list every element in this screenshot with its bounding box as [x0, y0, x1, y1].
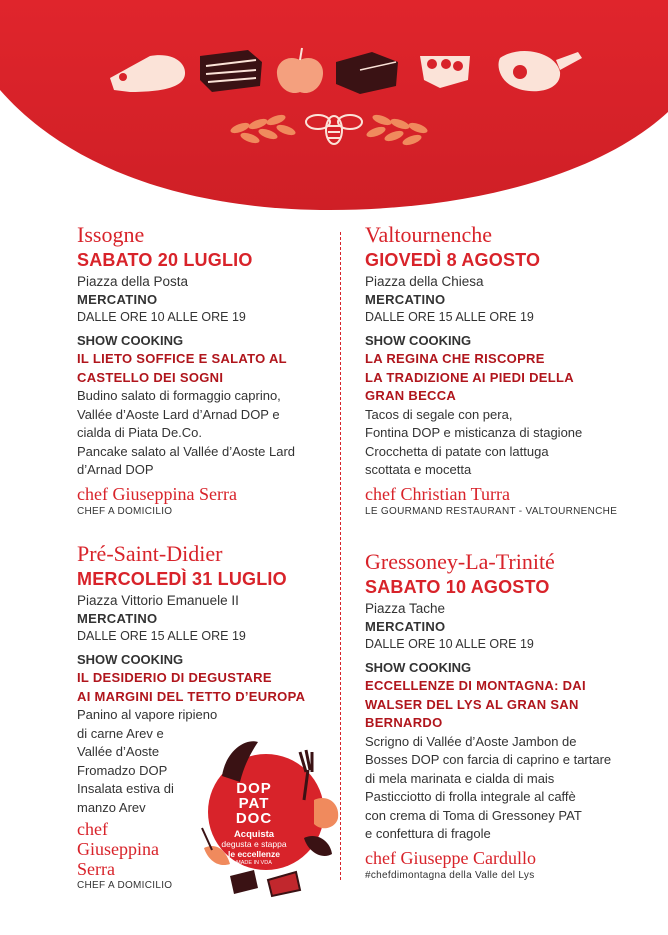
event-date: GIOVEDÌ 8 AGOSTO	[365, 250, 541, 270]
show-cooking-label: SHOW COOKING	[365, 660, 472, 675]
chef-role: CHEF A DOMICILIO	[77, 505, 173, 517]
market-label: MERCATINO	[365, 619, 446, 634]
chef-role: LE GOURMAND RESTAURANT - VALTOURNENCHE	[365, 505, 618, 517]
menu-description: Tacos di segale con pera, Fontina DOP e misticanza di stagione Crocchetta di patate con lattuga scottata e mocetta	[365, 406, 583, 477]
show-title: IL LIETO SOFFICE E SALATO AL CASTELLO DEI SOGNI	[77, 351, 287, 385]
chef-name: chef Giuseppe Cardullo	[365, 847, 536, 868]
event-date: MERCOLEDÌ 31 LUGLIO	[77, 569, 287, 589]
market-hours: DALLE ORE 15 ALLE ORE 19	[77, 629, 246, 643]
lard-icon	[200, 50, 262, 92]
badge-line-pat: PAT	[238, 795, 270, 812]
badge-text-1: degusta e stappa	[221, 839, 287, 849]
header-banner	[0, 0, 668, 220]
show-title: LA REGINA CHE RISCOPRE LA TRADIZIONE AI PIEDI DELLA GRAN BECCA	[365, 351, 574, 403]
menu-description: Panino al vapore ripieno di carne Arev e Vallée d’Aoste Fromadzo DOP Insalata estiva di manzo Arev	[77, 707, 218, 815]
event-issogne	[77, 222, 357, 519]
lard-block-icon	[268, 872, 300, 896]
chef-name: chef Christian Turra	[365, 483, 510, 504]
show-cooking-label: SHOW COOKING	[77, 652, 184, 667]
menu-description: Budino salato di formaggio caprino, Vallée d’Aoste Lard d’Arnad DOP e cialda di Piata De.Co. Pancake salato al Vallée d’Aoste Lard d’Arnad DOP	[77, 388, 296, 477]
event-date: SABATO 10 AGOSTO	[365, 577, 550, 597]
show-cooking-label: SHOW COOKING	[365, 333, 472, 348]
event-town: Gressoney-La-Trinité	[365, 549, 555, 574]
cheese-block-icon	[230, 870, 258, 894]
market-hours: DALLE ORE 10 ALLE ORE 19	[365, 637, 534, 651]
event-town: Pré-Saint-Didier	[77, 541, 223, 566]
market-label: MERCATINO	[77, 611, 158, 626]
event-gressoney	[365, 549, 660, 883]
market-hours: DALLE ORE 15 ALLE ORE 19	[365, 310, 534, 324]
chef-name: chef Giuseppina Serra	[77, 483, 237, 504]
market-label: MERCATINO	[77, 292, 158, 307]
badge-cta: Acquista	[233, 829, 275, 840]
chef-role: CHEF A DOMICILIO	[77, 880, 173, 891]
badge-line-dop: DOP	[236, 780, 272, 797]
badge-made-in: MADE IN VDA	[236, 860, 272, 866]
event-place: Piazza della Posta	[77, 274, 189, 289]
show-title: IL DESIDERIO DI DEGUSTARE AI MARGINI DEL TETTO D’EUROPA	[77, 670, 306, 704]
badge-text-2: le eccellenze	[228, 848, 280, 859]
apple-small-icon	[314, 798, 338, 828]
show-title: ECCELLENZE DI MONTAGNA: DAI WALSER DEL LYS AL GRAN SAN BERNARDO	[365, 678, 586, 730]
event-place: Piazza Tache	[365, 601, 446, 616]
market-label: MERCATINO	[365, 292, 446, 307]
chef-role: #chefdimontagna della Valle del Lys	[365, 869, 535, 881]
chef-name: chef Giuseppina Serra	[77, 819, 159, 879]
badge-text	[208, 781, 300, 867]
market-hours: DALLE ORE 10 ALLE ORE 19	[77, 310, 246, 324]
menu-description: Scrigno di Vallée d’Aoste Jambon de Bosses DOP con farcia di caprino e tartare di mela marinata e cialda di mais Pasticciotto di frolla integrale al caffè con crema di Toma di Gressoney PAT e confettura di fragole	[365, 733, 612, 841]
event-town: Valtournenche	[365, 222, 493, 247]
event-town: Issogne	[77, 222, 145, 247]
show-cooking-label: SHOW COOKING	[77, 333, 184, 348]
meat-icon	[304, 836, 332, 856]
event-valtournenche	[365, 222, 660, 519]
event-place: Piazza della Chiesa	[365, 274, 484, 289]
badge-line-doc: DOC	[235, 810, 273, 827]
event-date: SABATO 20 LUGLIO	[77, 250, 253, 270]
event-place: Piazza Vittorio Emanuele II	[77, 593, 239, 608]
